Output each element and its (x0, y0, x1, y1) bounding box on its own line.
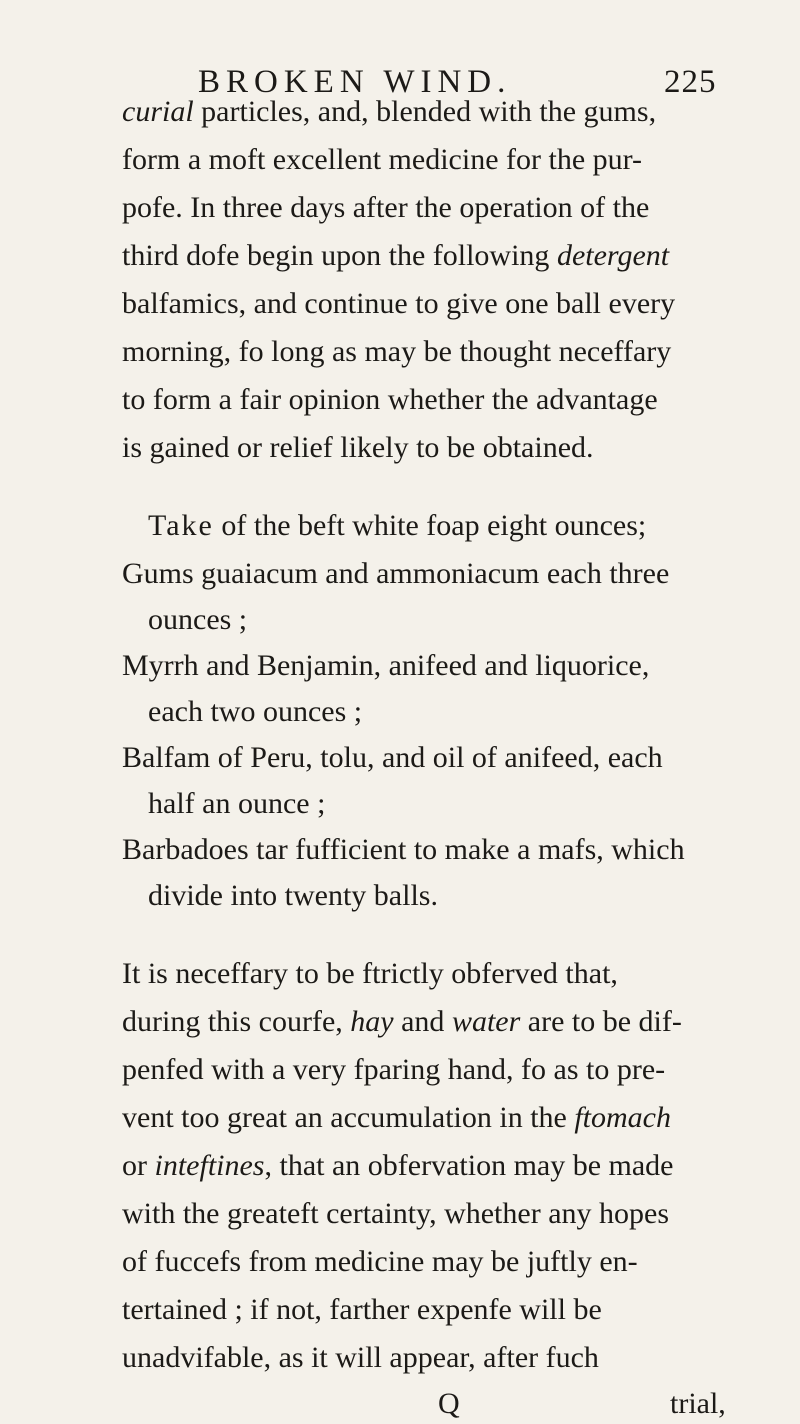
line-text: particles, and, blended with the gums, (193, 95, 657, 128)
recipe-line: divide into twenty balls. (148, 879, 438, 912)
signature-mark: Q (438, 1387, 460, 1420)
recipe-line (148, 506, 788, 546)
text-line: of fuccefs from medicine may be juftly en- (122, 1245, 638, 1278)
text-line: pofe. In three days after the operation of the (122, 191, 650, 224)
text-line: penfed with a very fparing hand, fo as to pre- (122, 1053, 666, 1086)
line-text: vent too great an accumulation in the (122, 1101, 575, 1134)
italic-word: hay (350, 1005, 394, 1038)
recipe-take: Take (148, 509, 214, 542)
text-line: balfamics, and continue to give one ball every (122, 287, 676, 320)
text-line: with the greateft certainty, whether any hopes (122, 1197, 670, 1230)
running-title: BROKEN WIND. (198, 64, 512, 100)
recipe-line: ounces ; (148, 603, 248, 636)
line-text: , that an obfervation may be made (264, 1149, 674, 1182)
line-text: third dofe begin upon the following (122, 239, 557, 272)
italic-word: ftomach (574, 1101, 671, 1134)
italic-word: inteftines (154, 1149, 265, 1182)
italic-word: detergent (556, 239, 670, 272)
recipe-line: Gums guaiacum and ammoniacum each three (122, 557, 670, 590)
line-text: during this courfe, (122, 1005, 351, 1038)
text-line: form a moft excellent medicine for the pur- (122, 143, 643, 176)
line-text: and (393, 1005, 452, 1038)
italic-word: curial (122, 95, 194, 128)
text-line (122, 1002, 782, 1042)
recipe-line: half an ounce ; (148, 787, 326, 820)
text-line: to form a fair opinion whether the advantage (122, 383, 658, 416)
text-line: is gained or relief likely to be obtained. (122, 431, 594, 464)
recipe-line: Myrrh and Benjamin, anifeed and liquorice, (122, 649, 650, 682)
recipe-line: Balfam of Peru, tolu, and oil of anifeed, each (122, 741, 663, 774)
recipe-line: Barbadoes tar fufficient to make a mafs, which (122, 833, 685, 866)
text-line: morning, fo long as may be thought neceffary (122, 335, 672, 368)
text-line: unadvifable, as it will appear, after fuch (122, 1341, 599, 1374)
line-text: or (122, 1149, 155, 1182)
text-line (122, 1098, 782, 1138)
text-line (122, 236, 782, 276)
page-footer (0, 1384, 800, 1424)
line-text: of the beft white foap eight ounces; (213, 509, 647, 542)
line-text: are to be dif- (520, 1005, 682, 1038)
text-line (122, 92, 782, 132)
text-line: tertained ; if not, farther expenfe will be (122, 1293, 602, 1326)
catchword: trial, (670, 1387, 726, 1420)
text-line (122, 1146, 782, 1186)
page-number: 225 (664, 64, 717, 100)
recipe-line: each two ounces ; (148, 695, 363, 728)
italic-word: water (451, 1005, 521, 1038)
text-line: It is neceffary to be ftrictly obferved that, (122, 957, 618, 990)
